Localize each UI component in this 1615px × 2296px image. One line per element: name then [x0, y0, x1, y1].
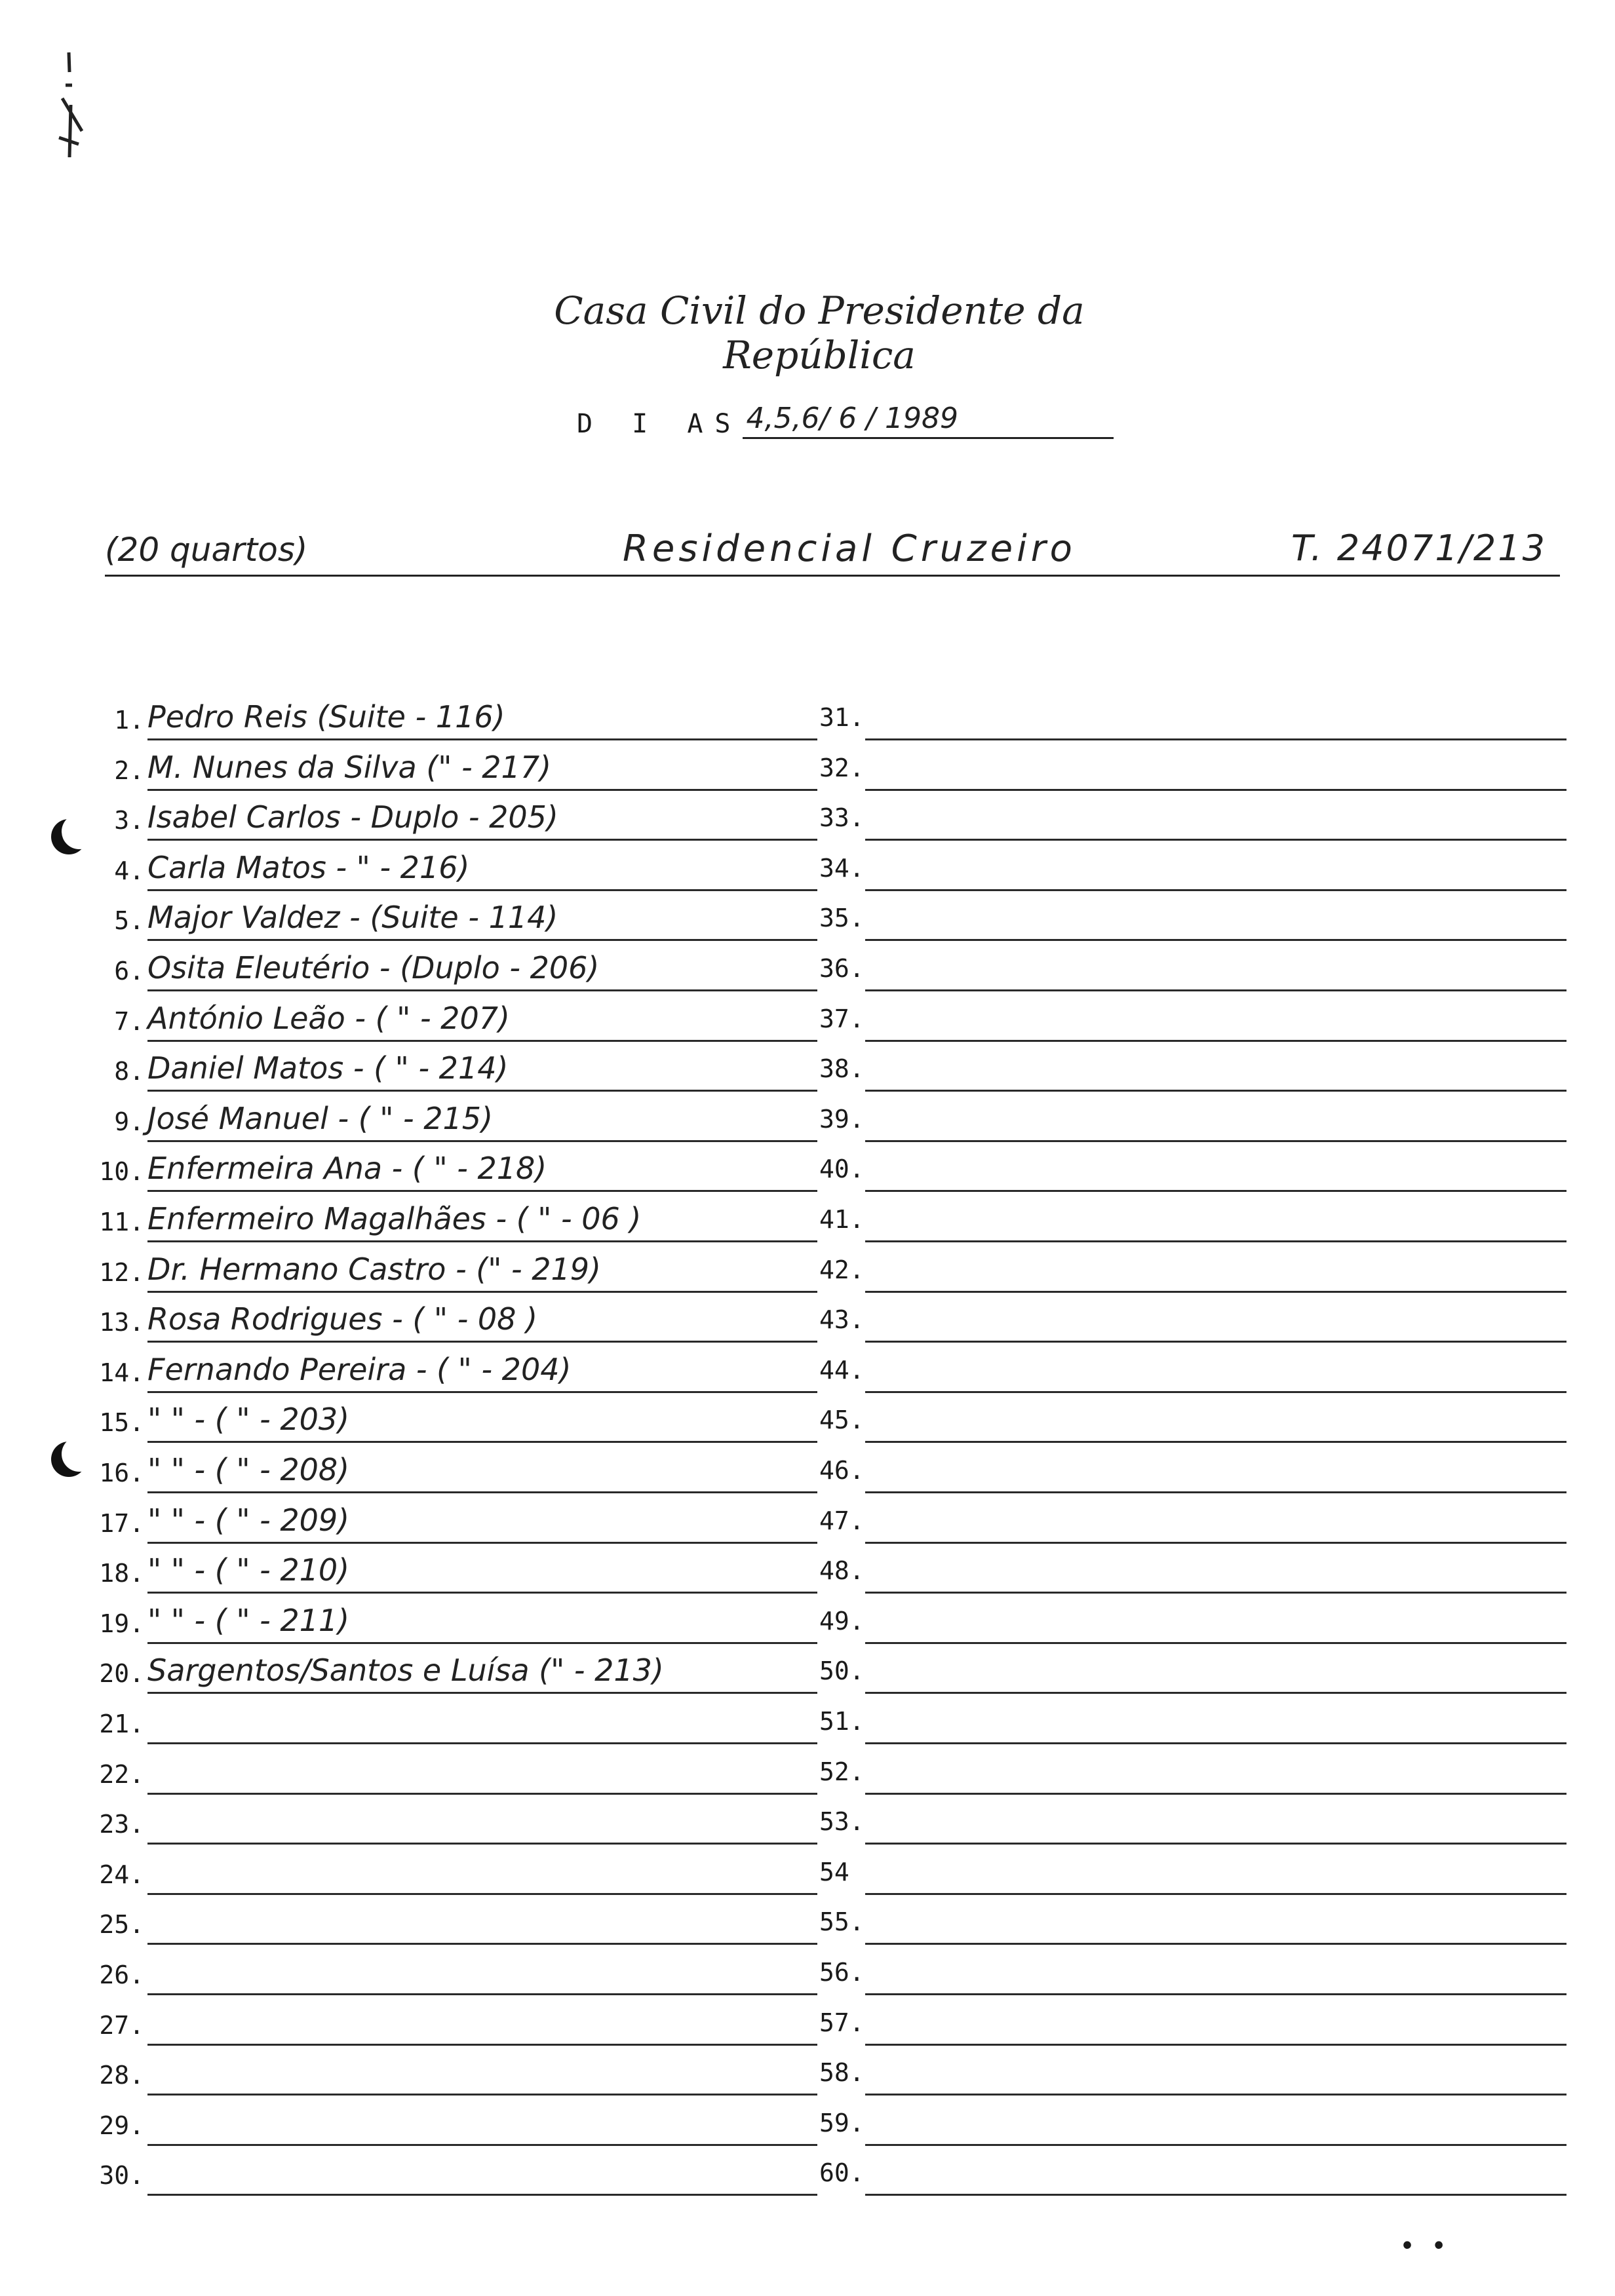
institution-heading: Casa Civil do Presidente da República [554, 288, 1085, 377]
row-number-right: 34. [819, 853, 865, 883]
row-number-left: 27. [99, 2010, 144, 2040]
list-row [0, 1244, 1615, 1293]
row-number-left: 3. [114, 806, 144, 835]
hotel-telephone: T. 24071/213 [1291, 527, 1547, 569]
list-row [0, 1645, 1615, 1694]
row-number-right: 31. [819, 703, 865, 732]
row-number-left: 13. [99, 1308, 144, 1337]
row-number-right: 38. [819, 1054, 865, 1084]
row-number-right: 32. [819, 753, 865, 782]
row-number-right: 39. [819, 1104, 865, 1134]
entry-line-left [147, 1291, 817, 1293]
list-row [0, 1444, 1615, 1494]
entry-line-right [865, 1893, 1566, 1895]
row-number-left: 24. [99, 1860, 144, 1889]
dates-label: D I AS [577, 409, 743, 439]
list-row [0, 2147, 1615, 2196]
entry-line-left [147, 1240, 817, 1242]
guest-entry: Major Valdez - (Suite - 114) [147, 900, 558, 936]
row-number-right: 50. [819, 1656, 865, 1686]
entry-line-left [147, 889, 817, 891]
row-number-left: 26. [99, 1961, 144, 1989]
entry-line-left [147, 2144, 817, 2146]
guest-entry: José Manuel - ( " - 215) [147, 1100, 494, 1136]
list-row [0, 993, 1615, 1043]
entry-line-left [147, 839, 817, 841]
corner-handwritten-mark [46, 46, 85, 164]
entry-line-left [147, 2094, 817, 2095]
entry-line-left [147, 989, 817, 991]
row-number-left: 1. [114, 706, 144, 735]
row-number-left: 7. [114, 1006, 144, 1036]
list-row [0, 1495, 1615, 1544]
title-underline [105, 575, 1560, 577]
entry-line-right [865, 2094, 1566, 2095]
entry-line-right [865, 1190, 1566, 1192]
row-number-right: 55. [819, 1907, 865, 1937]
row-number-right: 59. [819, 2108, 865, 2137]
entry-line-left [147, 939, 817, 941]
hotel-name: Residencial Cruzeiro [623, 527, 1076, 570]
row-number-right: 46. [819, 1456, 865, 1485]
row-number-right: 40. [819, 1155, 865, 1184]
entry-line-right [865, 939, 1566, 941]
entry-line-right [865, 1391, 1566, 1393]
entry-line-left [147, 1391, 817, 1393]
entry-line-left [147, 1190, 817, 1192]
list-row [0, 842, 1615, 892]
row-number-right: 58. [819, 2058, 865, 2088]
entry-line-left [147, 1491, 817, 1493]
row-number-left: 10. [99, 1157, 144, 1187]
entry-line-right [865, 839, 1566, 841]
row-number-right: 45. [819, 1406, 865, 1435]
entry-line-right [865, 1291, 1566, 1293]
row-number-left: 8. [114, 1057, 144, 1086]
entry-line-left [147, 1993, 817, 1995]
entry-line-left [147, 1040, 817, 1042]
row-number-left: 25. [99, 1910, 144, 1940]
entry-line-right [865, 738, 1566, 740]
entry-line-right [865, 2144, 1566, 2146]
row-number-right: 51. [819, 1707, 865, 1736]
row-number-right: 35. [819, 904, 865, 933]
room-quantity: (20 quartos) [105, 531, 308, 569]
row-number-left: 23. [99, 1810, 144, 1839]
row-number-left: 28. [99, 2061, 144, 2090]
list-row [0, 1896, 1615, 1945]
row-number-right: 53. [819, 1807, 865, 1837]
list-row [0, 1997, 1615, 2046]
entry-line-left [147, 789, 817, 791]
entry-line-right [865, 1793, 1566, 1795]
entry-line-right [865, 1140, 1566, 1142]
guest-entry: " " - ( " - 211) [147, 1602, 350, 1638]
entry-line-left [147, 738, 817, 740]
guest-entry: Osita Eleutério - (Duplo - 206) [147, 950, 600, 985]
entry-line-left [147, 1742, 817, 1744]
guest-entry: M. Nunes da Silva (" - 217) [147, 749, 552, 785]
list-row [0, 1695, 1615, 1745]
entry-line-right [865, 1542, 1566, 1544]
list-row [0, 942, 1615, 992]
entry-line-right [865, 1441, 1566, 1443]
row-number-left: 30. [99, 2161, 144, 2191]
entry-line-left [147, 1592, 817, 1594]
entry-line-right [865, 2194, 1566, 2196]
list-row [0, 1344, 1615, 1394]
entry-line-left [147, 1793, 817, 1795]
guest-entry: Fernando Pereira - ( " - 204) [147, 1351, 572, 1387]
row-number-left: 17. [99, 1508, 144, 1538]
guest-entry: António Leão - ( " - 207) [147, 1000, 510, 1036]
entry-line-right [865, 1943, 1566, 1945]
list-row [0, 1795, 1615, 1845]
entry-line-right [865, 789, 1566, 791]
row-number-right: 44. [819, 1355, 865, 1385]
list-row [0, 1043, 1615, 1092]
list-row [0, 1293, 1615, 1343]
guest-entry: Carla Matos - " - 216) [147, 849, 470, 885]
guest-entry: Daniel Matos - ( " - 214) [147, 1050, 509, 1086]
list-row [0, 1846, 1615, 1896]
entry-line-right [865, 1843, 1566, 1845]
guest-entry: " " - ( " - 209) [147, 1502, 350, 1538]
list-row [0, 2046, 1615, 2096]
list-row [0, 1746, 1615, 1795]
entry-line-right [865, 1642, 1566, 1644]
list-row [0, 892, 1615, 942]
guest-entry: " " - ( " - 208) [147, 1452, 350, 1487]
list-row [0, 1544, 1615, 1594]
entry-line-right [865, 1592, 1566, 1594]
guest-entry: Enfermeira Ana - ( " - 218) [147, 1151, 547, 1187]
list-row [0, 1193, 1615, 1243]
entry-line-right [865, 1240, 1566, 1242]
entry-line-left [147, 1542, 817, 1544]
row-number-left: 16. [99, 1459, 144, 1487]
row-number-left: 9. [114, 1107, 144, 1136]
entry-line-right [865, 1742, 1566, 1744]
row-number-right: 49. [819, 1606, 865, 1636]
list-row [0, 1595, 1615, 1645]
row-number-left: 20. [99, 1659, 144, 1689]
row-number-right: 43. [819, 1305, 865, 1335]
list-row [0, 1093, 1615, 1143]
entry-line-right [865, 1692, 1566, 1694]
row-number-right: 33. [819, 803, 865, 833]
entry-line-left [147, 2044, 817, 2046]
row-number-left: 21. [99, 1710, 144, 1738]
row-number-right: 52. [819, 1757, 865, 1786]
row-number-right: 48. [819, 1556, 865, 1586]
row-number-right: 60. [819, 2158, 865, 2188]
entry-line-left [147, 1341, 817, 1343]
row-number-left: 19. [99, 1609, 144, 1638]
row-number-left: 6. [114, 957, 144, 985]
entry-line-left [147, 1893, 817, 1895]
stray-dots: • • [1399, 2231, 1447, 2261]
row-number-left: 18. [99, 1559, 144, 1588]
dates-value: 4,5,6/ 6 / 1989 [743, 400, 1114, 439]
entry-line-left [147, 1943, 817, 1945]
list-row [0, 742, 1615, 792]
guest-entry: Enfermeiro Magalhães - ( " - 06 ) [147, 1201, 642, 1236]
list-row [0, 2097, 1615, 2147]
entry-line-right [865, 1491, 1566, 1493]
row-number-right: 37. [819, 1004, 865, 1033]
dates-row [577, 393, 1114, 439]
row-number-right: 47. [819, 1506, 865, 1535]
entry-line-left [147, 2194, 817, 2196]
guest-entry: Pedro Reis (Suite - 116) [147, 699, 505, 735]
entry-line-right [865, 1090, 1566, 1092]
list-row [0, 1143, 1615, 1193]
entry-line-left [147, 1090, 817, 1092]
guest-entry: Rosa Rodrigues - ( " - 08 ) [147, 1301, 538, 1337]
list-row [0, 691, 1615, 741]
entry-line-right [865, 989, 1566, 991]
entry-line-right [865, 1341, 1566, 1343]
guest-entry: " " - ( " - 203) [147, 1402, 350, 1438]
row-number-left: 14. [99, 1358, 144, 1387]
guest-entry: Dr. Hermano Castro - (" - 219) [147, 1251, 601, 1287]
guest-entry: Sargentos/Santos e Luísa (" - 213) [147, 1653, 664, 1689]
entry-line-left [147, 1642, 817, 1644]
row-number-left: 22. [99, 1759, 144, 1789]
row-number-left: 4. [114, 856, 144, 885]
guest-entry: " " - ( " - 210) [147, 1552, 350, 1588]
row-number-left: 5. [114, 906, 144, 936]
entry-line-right [865, 889, 1566, 891]
row-number-right: 41. [819, 1205, 865, 1234]
entry-line-right [865, 1040, 1566, 1042]
entry-line-left [147, 1441, 817, 1443]
entry-line-right [865, 2044, 1566, 2046]
entry-line-left [147, 1140, 817, 1142]
row-number-right: 36. [819, 954, 865, 983]
entry-line-right [865, 1993, 1566, 1995]
row-number-right: 42. [819, 1255, 865, 1284]
entry-line-left [147, 1843, 817, 1845]
row-number-left: 15. [99, 1408, 144, 1438]
entry-line-left [147, 1692, 817, 1694]
list-row [0, 792, 1615, 841]
row-number-left: 2. [114, 756, 144, 785]
row-number-left: 11. [99, 1208, 144, 1236]
row-number-left: 12. [99, 1257, 144, 1287]
guest-entry: Isabel Carlos - Duplo - 205) [147, 799, 558, 835]
row-number-right: 54 [819, 1857, 849, 1886]
row-number-right: 56. [819, 1958, 865, 1987]
list-row [0, 1946, 1615, 1996]
row-number-right: 57. [819, 2008, 865, 2037]
list-row [0, 1394, 1615, 1444]
row-number-left: 29. [99, 2111, 144, 2140]
